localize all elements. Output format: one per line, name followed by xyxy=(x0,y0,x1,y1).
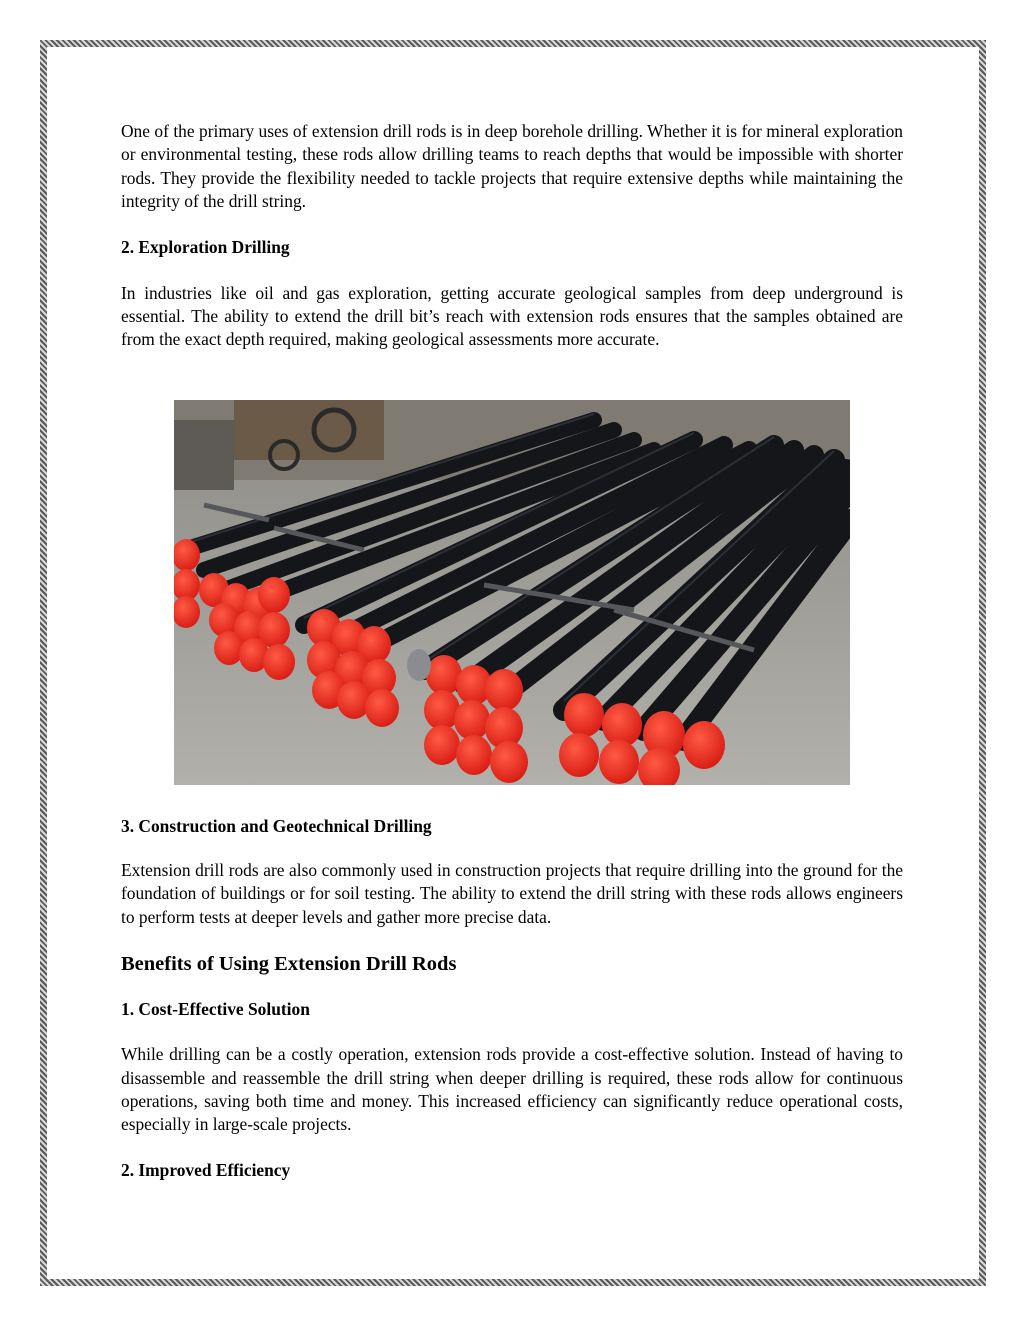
paragraph-construction: Extension drill rods are also commonly used in construction projects that require drilling into the ground for the foundation of buildings or for soil testing. The ability to extend the drill string with these rods allows engineers to perform tests at deeper levels and gather more precise data. xyxy=(121,860,903,927)
heading-benefits: Benefits of Using Extension Drill Rods xyxy=(121,953,457,976)
paragraph-cost-effective: While drilling can be a costly operation, extension rods provide a cost-effective solution. Instead of having to disassemble and reassemble the drill string when deeper drilling is required, these rods allow for continuous operations, saving both time and money. This increased efficiency can significantly reduce operational costs, especially in large-scale projects. xyxy=(121,1044,903,1135)
drill-rods-photo xyxy=(174,400,850,785)
paragraph-borehole: One of the primary uses of extension drill rods is in deep borehole drilling. Whether it is for mineral exploration or environmental testing, these rods allow drilling teams to reach depths that would be impossible with shorter rods. They provide the flexibility needed to tackle projects that require extensive depths while maintaining the integrity of the drill string. xyxy=(121,121,903,212)
heading-cost-effective: 1. Cost-Effective Solution xyxy=(121,999,310,1020)
heading-improved-efficiency: 2. Improved Efficiency xyxy=(121,1159,291,1180)
paragraph-exploration: In industries like oil and gas exploration, getting accurate geological samples from deep underground is essential. The ability to extend the drill bit’s reach with extension rods ensures that the samples obtained are from the exact depth required, making geological assessments more accurate. xyxy=(121,282,903,350)
document-content xyxy=(121,120,903,352)
document-content-lower xyxy=(121,815,903,1182)
heading-exploration-drilling: 2. Exploration Drilling xyxy=(121,236,290,257)
heading-construction-drilling: 3. Construction and Geotechnical Drilling xyxy=(121,816,432,836)
